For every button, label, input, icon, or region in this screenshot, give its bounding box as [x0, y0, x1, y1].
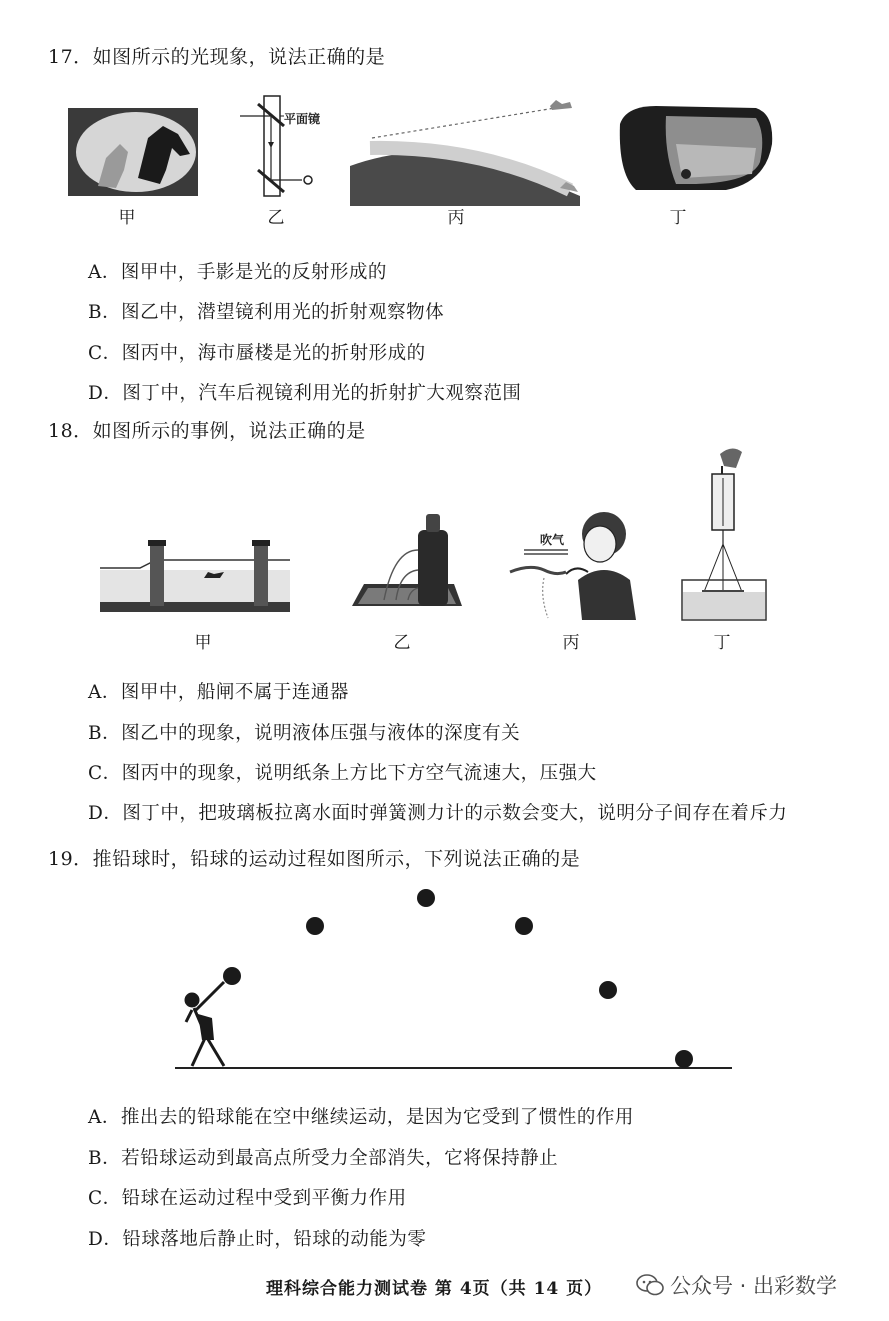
q18-option-c[interactable]: C．图丙中的现象，说明纸条上方比下方空气流速大，压强大: [88, 763, 597, 784]
q18-caption-ding: 丁: [713, 633, 731, 653]
q17-caption-bing: 丙: [447, 208, 465, 228]
watermark: [636, 1270, 837, 1300]
hand-shadow-figure: [68, 108, 198, 198]
q19-option-d[interactable]: D．铅球落地后静止时，铅球的动能为零: [88, 1229, 427, 1250]
q17-option-b[interactable]: B．图乙中，潜望镜利用光的折射观察物体: [88, 302, 445, 323]
q17-caption-ding: 丁: [669, 208, 687, 228]
shot-put-figure: [170, 880, 740, 1075]
spring-scale-figure: [676, 444, 776, 624]
q17-option-a[interactable]: A．图甲中，手影是光的反射形成的: [88, 262, 387, 283]
q17-caption-yi: 乙: [267, 208, 285, 228]
shot-ball-6: [675, 1050, 693, 1068]
q19-option-a[interactable]: A．推出去的铅球能在空中继续运动，是因为它受到了惯性的作用: [88, 1107, 634, 1128]
q18-option-b[interactable]: B．图乙中的现象，说明液体压强与液体的深度有关: [88, 723, 521, 744]
mirage-figure: [350, 96, 580, 206]
q18-caption-yi: 乙: [393, 633, 411, 653]
q18-stem: 18．如图所示的事例，说法正确的是: [48, 420, 366, 442]
blow-label: 吹气: [540, 533, 565, 547]
shot-ball-3: [417, 889, 435, 907]
watermark-text: 公众号 · 出彩数学: [670, 1274, 838, 1298]
shot-ball-2: [306, 917, 324, 935]
shot-ball-5: [599, 981, 617, 999]
q19-stem: 19．推铅球时，铅球的运动过程如图所示，下列说法正确的是: [48, 848, 581, 870]
q18-option-d[interactable]: D．图丁中，把玻璃板拉离水面时弹簧测力计的示数会变大，说明分子间存在着斥力: [88, 803, 788, 824]
q19-option-b[interactable]: B．若铅球运动到最高点所受力全部消失，它将保持静止: [88, 1148, 559, 1169]
mirror-label: 平面镜: [284, 112, 321, 126]
ship-lock-figure: [100, 538, 290, 618]
car-mirror-figure: [616, 104, 776, 194]
q18-option-a[interactable]: A．图甲中，船闸不属于连通器: [88, 682, 349, 703]
bottle-jets-figure: [344, 510, 464, 620]
q17-option-d[interactable]: D．图丁中，汽车后视镜利用光的折射扩大观察范围: [88, 383, 522, 404]
q18-caption-jia: 甲: [194, 633, 212, 653]
q17-option-c[interactable]: C．图丙中，海市蜃楼是光的折射形成的: [88, 343, 426, 364]
q18-caption-bing: 丙: [562, 633, 580, 653]
blowing-paper-figure: [504, 500, 644, 625]
shot-ball-1: [223, 967, 241, 985]
q17-stem: 17．如图所示的光现象，说法正确的是: [48, 46, 386, 68]
page-footer: 理科综合能力测试卷 第 4页（共 14 页）: [266, 1279, 603, 1299]
q19-option-c[interactable]: C．铅球在运动过程中受到平衡力作用: [88, 1188, 407, 1209]
athlete: [186, 982, 224, 1066]
q17-caption-jia: 甲: [118, 208, 136, 228]
wechat-icon: [636, 1273, 664, 1297]
shot-ball-4: [515, 917, 533, 935]
